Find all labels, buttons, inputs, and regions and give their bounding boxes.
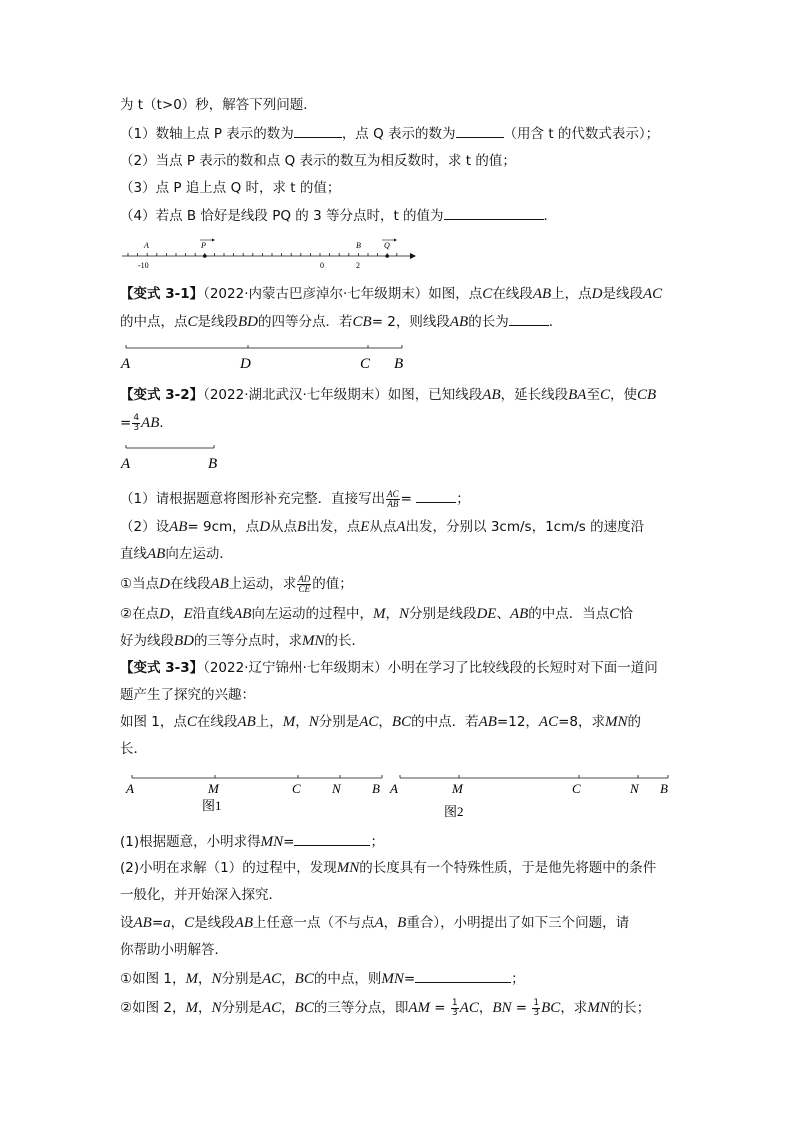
text: 上运动，求 [228,576,297,592]
text: = [403,971,416,987]
text: 的长度具有一个特殊性质，于是他先将题中的条件 [359,860,657,876]
text: 如图 1，点 [120,714,187,730]
var: MN [260,834,284,850]
var: MN [336,860,360,876]
label-d: D [240,356,251,372]
text: 是线段 [194,915,235,931]
variant-3-2-q2-line2 [120,544,233,564]
var: A [396,519,406,535]
var: M [282,714,296,730]
text: (2)小明在求解（1）的过程中，发现 [120,860,337,876]
var: M [372,606,386,622]
var: B [297,519,307,535]
text: 如图，点 [428,286,483,302]
variant-3-3-line2 [120,685,255,705]
label-a: A [126,781,134,796]
var: D [159,576,170,592]
text: 分别是 [221,971,262,987]
var: D [591,286,603,302]
label-a: A [144,241,149,250]
var: AC [262,1000,282,1016]
variant-3-1-line2 [120,311,562,332]
var: AB [532,286,552,302]
point-q-dot [385,254,389,258]
text: （用含 t 的代数式表示）； [503,126,660,142]
text: ． [159,415,173,431]
numerator: AD [298,573,311,584]
var: BC [294,971,314,987]
numerator: 1 [451,997,458,1008]
var: BD [174,633,194,649]
label-m: M [208,781,219,796]
text: ②如图 2， [120,1000,186,1016]
text: 重合），小明提出了如下三个问题，请 [406,915,630,931]
text: 恰 [619,606,633,622]
var: AB [133,915,152,931]
text: = [400,491,412,507]
text: 、 [496,606,510,622]
denominator: 3 [533,1007,540,1018]
text: 上， [255,714,283,730]
text: 上，点 [551,286,592,302]
var: M [185,971,198,987]
text: ， [378,714,392,730]
text: 为 t（t>0）秒，解答下列问题． [120,97,317,113]
denominator: CE [298,583,311,594]
var: AB [237,714,256,730]
fraction-1-3 [532,999,540,1018]
variant-3-3-part3 [120,913,629,933]
question-1 [120,123,659,144]
source: （2022·湖北武汉·七年级期末） [203,387,388,403]
question-3 [120,178,340,198]
var: BC [294,1000,314,1016]
text: 好为线段 [120,633,174,649]
tick-label-2: 2 [356,261,360,270]
var: C [609,606,620,622]
numerator: AC [387,488,399,499]
var: C [599,387,610,403]
fraction-ac-ab [386,490,400,509]
var: E [183,606,193,622]
tick-label-0: 0 [320,261,324,270]
answer-blank [416,488,456,503]
text: ． [548,314,563,330]
numerator: 1 [533,997,540,1008]
fraction-4-3 [132,414,140,433]
var: AB [233,606,252,622]
text: 直线 [120,546,147,562]
text: 分别是 [318,714,360,730]
var: AB [478,714,497,730]
var: AB [234,915,253,931]
text: ①当点 [120,576,160,592]
variant-3-2-q2 [120,517,644,537]
text: 的值； [312,576,353,592]
answer-blank [456,123,504,138]
text: 的 [627,714,641,730]
var: MN [605,714,628,730]
text: 至 [586,387,600,403]
label-b: B [394,356,404,372]
text: =12， [496,714,539,730]
text: 分别是 [221,1000,262,1016]
text: 的四等分点．若 [258,314,353,330]
source: （2022·内蒙古巴彦淖尔·七年级期末） [203,286,429,302]
label-q: Q [384,241,390,250]
variant-3-3-line1 [120,658,658,678]
var: N [308,714,319,730]
var: M [185,1000,198,1016]
tick-marks [128,253,397,256]
label-c: C [292,781,301,796]
answer-blank [294,123,342,138]
text: 是线段 [197,314,239,330]
text: 的中点．若 [411,714,479,730]
var: AM [408,1000,431,1016]
text: ①如图 1， [120,971,186,987]
text: 沿直线 [192,606,234,622]
variant-3-3-part2 [120,858,656,878]
text: ， [170,915,185,931]
denominator: 3 [451,1007,458,1018]
text: ，求 [560,1000,588,1016]
var: D [159,606,170,622]
var: AB [482,387,501,403]
figure-1 [118,768,390,820]
var: N [211,971,222,987]
var: B [397,915,407,931]
var: MN [302,633,325,649]
arrow-q-head [394,239,397,242]
text: 从点 [369,519,397,535]
text: （1）数轴上点 P 表示的数为 [120,126,294,142]
var: MN [381,971,404,987]
text: = [120,415,132,431]
variant-3-3-line4 [120,739,147,759]
var: DE [476,606,497,622]
var: AB [449,314,469,330]
variant-3-2-sub2-line2 [120,631,365,651]
var: AC [359,714,379,730]
var: BA [568,387,587,403]
label-b: B [660,781,668,796]
var: AB [509,606,529,622]
label-a: A [121,356,131,372]
variant-3-3-case2: ②如图 2，M，N分别是AC，BC的三等分点，即AM = $\frac{1}{3}$ AC，BN = $\frac{1}{3}$ BC，求MN的长； [120,997,651,1018]
text: 的中点．当点 [528,606,610,622]
variant-3-2-q1 [120,488,470,509]
var: AB [147,546,166,562]
label-a: A [121,456,131,472]
var: N [398,606,409,622]
var: AC [459,1000,479,1016]
text: （2）设 [120,519,170,535]
var: C [186,714,197,730]
var: BC [391,714,412,730]
text: 在线段 [196,714,238,730]
text: 出发，分别以 3cm/s，1cm/s 的速度沿 [405,519,645,535]
text: ， [295,714,309,730]
label-a: A [390,781,398,796]
var: AC [538,714,559,730]
var: AB [169,519,188,535]
text: 设 [120,915,134,931]
text: 的中点，则 [313,971,382,987]
text: ． [543,208,558,224]
question-4 [120,205,557,226]
variant-3-3-case1 [120,968,525,989]
label-b: B [372,781,380,796]
variant-3-1-line1 [120,284,662,304]
text: ②在点 [120,606,160,622]
text: 一般化，并开始深入探究． [120,887,282,903]
text: = 2，则线段 [371,314,450,330]
text: 长． [120,741,147,757]
variant-3-2-line1 [120,385,656,405]
variant-3-3-part2-line2 [120,885,282,905]
text: = 9cm，点 [187,519,260,535]
text: 向左运动． [165,546,233,562]
answer-blank [444,205,544,220]
variant-tag: 【变式 3-1】 [120,286,204,302]
var: BD [238,314,259,330]
text: ，点 Q 表示的数为 [341,126,456,142]
text: ， [281,1000,295,1016]
variant-3-3-part3-line2 [120,940,228,960]
text: ， [281,971,295,987]
label-n: N [332,781,341,796]
figure-3-1 [118,336,418,376]
figure-3-2 [118,440,238,476]
text: ， [197,971,212,987]
text: ，使 [609,387,637,403]
text: 的三等分点时，求 [194,633,302,649]
question-2 [120,151,516,171]
text: = [283,834,295,850]
text: ， [478,1000,493,1016]
text: = [151,915,164,931]
var: C [184,915,195,931]
text: =8，求 [558,714,605,730]
text: （3）点 P 追上点 Q 时，求 t 的值； [120,180,341,196]
text: 是线段 [602,286,643,302]
source: （2022·辽宁锦州·七年级期末） [203,660,388,676]
number-line-figure [118,234,418,274]
label-n: N [630,781,639,796]
text: 小明在学习了比较线段的长短时对下面一道问 [387,660,658,676]
label-c: C [360,356,371,372]
var: CB [636,387,657,403]
point-p-dot [203,254,207,258]
tick-label-neg10: -10 [138,261,149,270]
text: （2）当点 P 表示的数和点 Q 表示的数互为相反数时，求 t 的值； [120,153,516,169]
variant-3-3-part1 [120,831,384,852]
text: 从点 [270,519,298,535]
variant-3-3-line3 [120,712,641,732]
axis-arrow [410,253,416,259]
fraction-1-3 [451,999,459,1018]
var: AC [642,286,663,302]
text: ； [370,834,384,850]
text: ， [385,606,399,622]
var: a [163,915,171,931]
text: 向左运动的过程中， [251,606,373,622]
text: 的中点，点 [120,314,188,330]
text: ； [456,491,470,507]
var: AB [141,415,160,431]
text: 的长为 [468,314,509,330]
label-c: C [572,781,581,796]
variant-3-2-line2 [120,413,173,433]
label-b: B [208,456,218,472]
var: E [360,519,370,535]
figure-2 [386,768,676,824]
text: (1)根据题意，小明求得 [120,834,261,850]
text-line [120,95,317,115]
answer-blank [294,831,370,846]
caption-fig2: 图2 [444,804,464,819]
var: N [211,1000,222,1016]
text: 题产生了探究的兴趣： [120,687,255,703]
text: 在线段 [492,286,533,302]
answer-blank [509,311,549,326]
text: 的长； [609,1000,651,1016]
var: MN [587,1000,610,1016]
text: 出发，点 [306,519,361,535]
var: BC [541,1000,561,1016]
text: 上任意一点（不与点 [252,915,375,931]
text: 的长． [324,633,365,649]
text: 如图，已知线段 [387,387,483,403]
text: ； [511,971,525,987]
denominator: 3 [133,422,140,433]
variant-tag: 【变式 3-2】 [120,387,204,403]
text: （4）若点 B 恰好是线段 PQ 的 3 等分点时，t 的值为 [120,208,444,224]
fraction-ad-ce [297,575,311,594]
variant-3-2-sub2 [120,604,633,624]
var: AC [262,971,282,987]
text: ， [169,606,184,622]
var: BN [492,1000,512,1016]
text: （1）请根据题意将图形补充完整．直接写出 [120,491,386,507]
caption-fig1: 图1 [202,798,222,813]
text: 的三等分点，即 [313,1000,409,1016]
label-b: B [356,241,361,250]
denominator: AB [387,498,399,509]
text: ， [383,915,398,931]
variant-3-2-sub1 [120,574,353,594]
text: ，延长线段 [500,387,569,403]
label-p: P [201,241,206,250]
arrow-p-head [212,239,215,242]
var: C [482,286,493,302]
var: A [374,915,384,931]
label-m: M [452,781,463,796]
answer-blank [415,968,511,983]
variant-tag: 【变式 3-3】 [120,660,204,676]
text: ， [197,1000,212,1016]
var: CB [352,314,372,330]
text: 在线段 [169,576,211,592]
text: 你帮助小明解答． [120,942,228,958]
var: AB [210,576,229,592]
text: 分别是线段 [408,606,477,622]
var: D [259,519,271,535]
var: C [187,314,198,330]
numerator: 4 [133,412,140,423]
